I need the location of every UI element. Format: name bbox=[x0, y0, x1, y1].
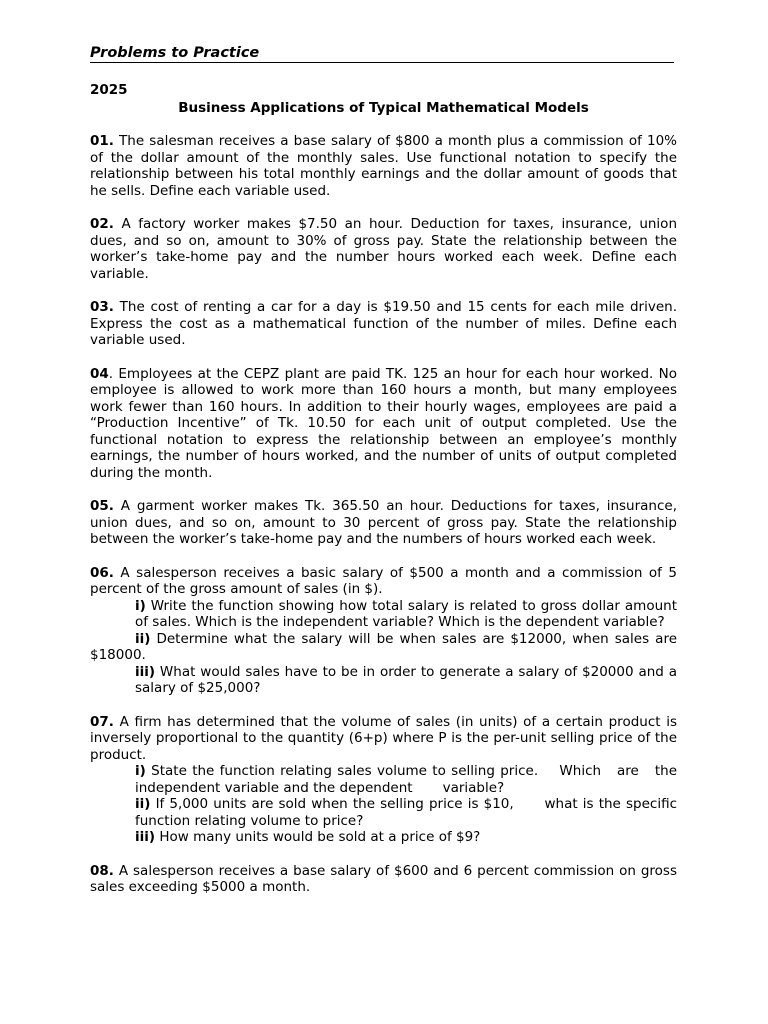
question-4 bbox=[90, 366, 677, 482]
sub-label: ii) bbox=[135, 630, 151, 647]
question-number: 03. bbox=[90, 299, 114, 315]
question-number: 05. bbox=[90, 498, 114, 514]
question-text: A garment worker makes Tk. 365.50 an hour. Deductions for taxes, insurance, union dues, and so on, amount to 30 percent of gross pay. State the relationship between the worker’s take-home pay and the numbers of hours worked each week. bbox=[90, 498, 677, 547]
sub-label: i) bbox=[135, 597, 146, 614]
sub-question bbox=[90, 829, 677, 846]
sub-label: ii) bbox=[135, 796, 151, 812]
question-1 bbox=[90, 133, 677, 199]
question-number: 02. bbox=[90, 216, 114, 232]
sub-label: iii) bbox=[135, 663, 156, 680]
sub-label: i) bbox=[135, 763, 146, 779]
sub-question bbox=[90, 664, 677, 697]
question-number: 08. bbox=[90, 862, 114, 879]
question-6 bbox=[90, 565, 677, 598]
question-3 bbox=[90, 299, 677, 349]
page-header: Problems to Practice bbox=[90, 44, 674, 63]
document-page bbox=[90, 44, 682, 896]
sub-text: If 5,000 units are sold when the selling price is $10, what is the specific function relating volume to price? bbox=[135, 796, 682, 829]
sub-question bbox=[90, 631, 677, 664]
question-number: 01. bbox=[90, 133, 114, 149]
question-text: The cost of renting a car for a day is $19.50 and 15 cents for each mile driven. Express the cost as a mathematical function of the number of miles. Define each variable used. bbox=[90, 299, 677, 348]
sub-question bbox=[90, 598, 677, 631]
question-number: 07. bbox=[90, 713, 114, 730]
question-text: A salesperson receives a base salary of $600 and 6 percent commission on gross sales exceeding $5000 a month. bbox=[90, 862, 677, 895]
question-text: . Employees at the CEPZ plant are paid TK. 125 an hour for each hour worked. No employee is allowed to work more than 160 hours a month, but many employees work fewer than 160 hours. In addition to their hourly wages, employees are paid a “Production Incentive” of Tk. 10.50 for each unit of output completed. Use the functional notation to express the relationship between an employee’s monthly earnings, the number of hours worked, and the number of units of output completed during the month. bbox=[90, 365, 677, 481]
sub-question bbox=[90, 796, 682, 829]
question-text: A firm has determined that the volume of sales (in units) of a certain product is inversely proportional to the quantity (6+p) where P is the per-unit selling price of the product. bbox=[90, 713, 677, 763]
sub-text: State the function relating sales volume to selling price. Which are the independent variable and the dependent variable? bbox=[135, 763, 682, 796]
sub-text: What would sales have to be in order to generate a salary of $20000 and a salary of $25,000? bbox=[135, 663, 677, 696]
question-text: The salesman receives a base salary of $800 a month plus a commission of 10% of the dollar amount of the monthly sales. Use functional notation to specify the relationship between his total monthly earnings and the dollar amount of goods that he sells. Define each variable used. bbox=[90, 133, 677, 199]
question-number: 06. bbox=[90, 564, 114, 581]
sub-label: iii) bbox=[135, 829, 156, 845]
question-number: 04 bbox=[90, 365, 109, 382]
sub-question bbox=[90, 763, 682, 796]
year-label: 2025 bbox=[90, 82, 128, 98]
sub-text: Determine what the salary will be when sales are $12000, when sales are $18000. bbox=[90, 630, 677, 663]
question-7 bbox=[90, 714, 677, 764]
question-8 bbox=[90, 863, 677, 896]
sub-text: How many units would be sold at a price of $9? bbox=[155, 829, 481, 845]
question-5 bbox=[90, 498, 677, 548]
question-text: A salesperson receives a basic salary of $500 a month and a commission of 5 percent of the gross amount of sales (in $). bbox=[90, 564, 677, 597]
document-title: Business Applications of Typical Mathematical Models bbox=[178, 100, 589, 116]
question-2 bbox=[90, 216, 677, 282]
question-text: A factory worker makes $7.50 an hour. Deduction for taxes, insurance, union dues, and so on, amount to 30% of gross pay. State the relationship between the worker’s take-home pay and the number hours worked each week. Define each variable. bbox=[90, 216, 677, 282]
sub-text: Write the function showing how total salary is related to gross dollar amount of sales. Which is the independent variable? Which is the dependent variable? bbox=[135, 597, 677, 630]
